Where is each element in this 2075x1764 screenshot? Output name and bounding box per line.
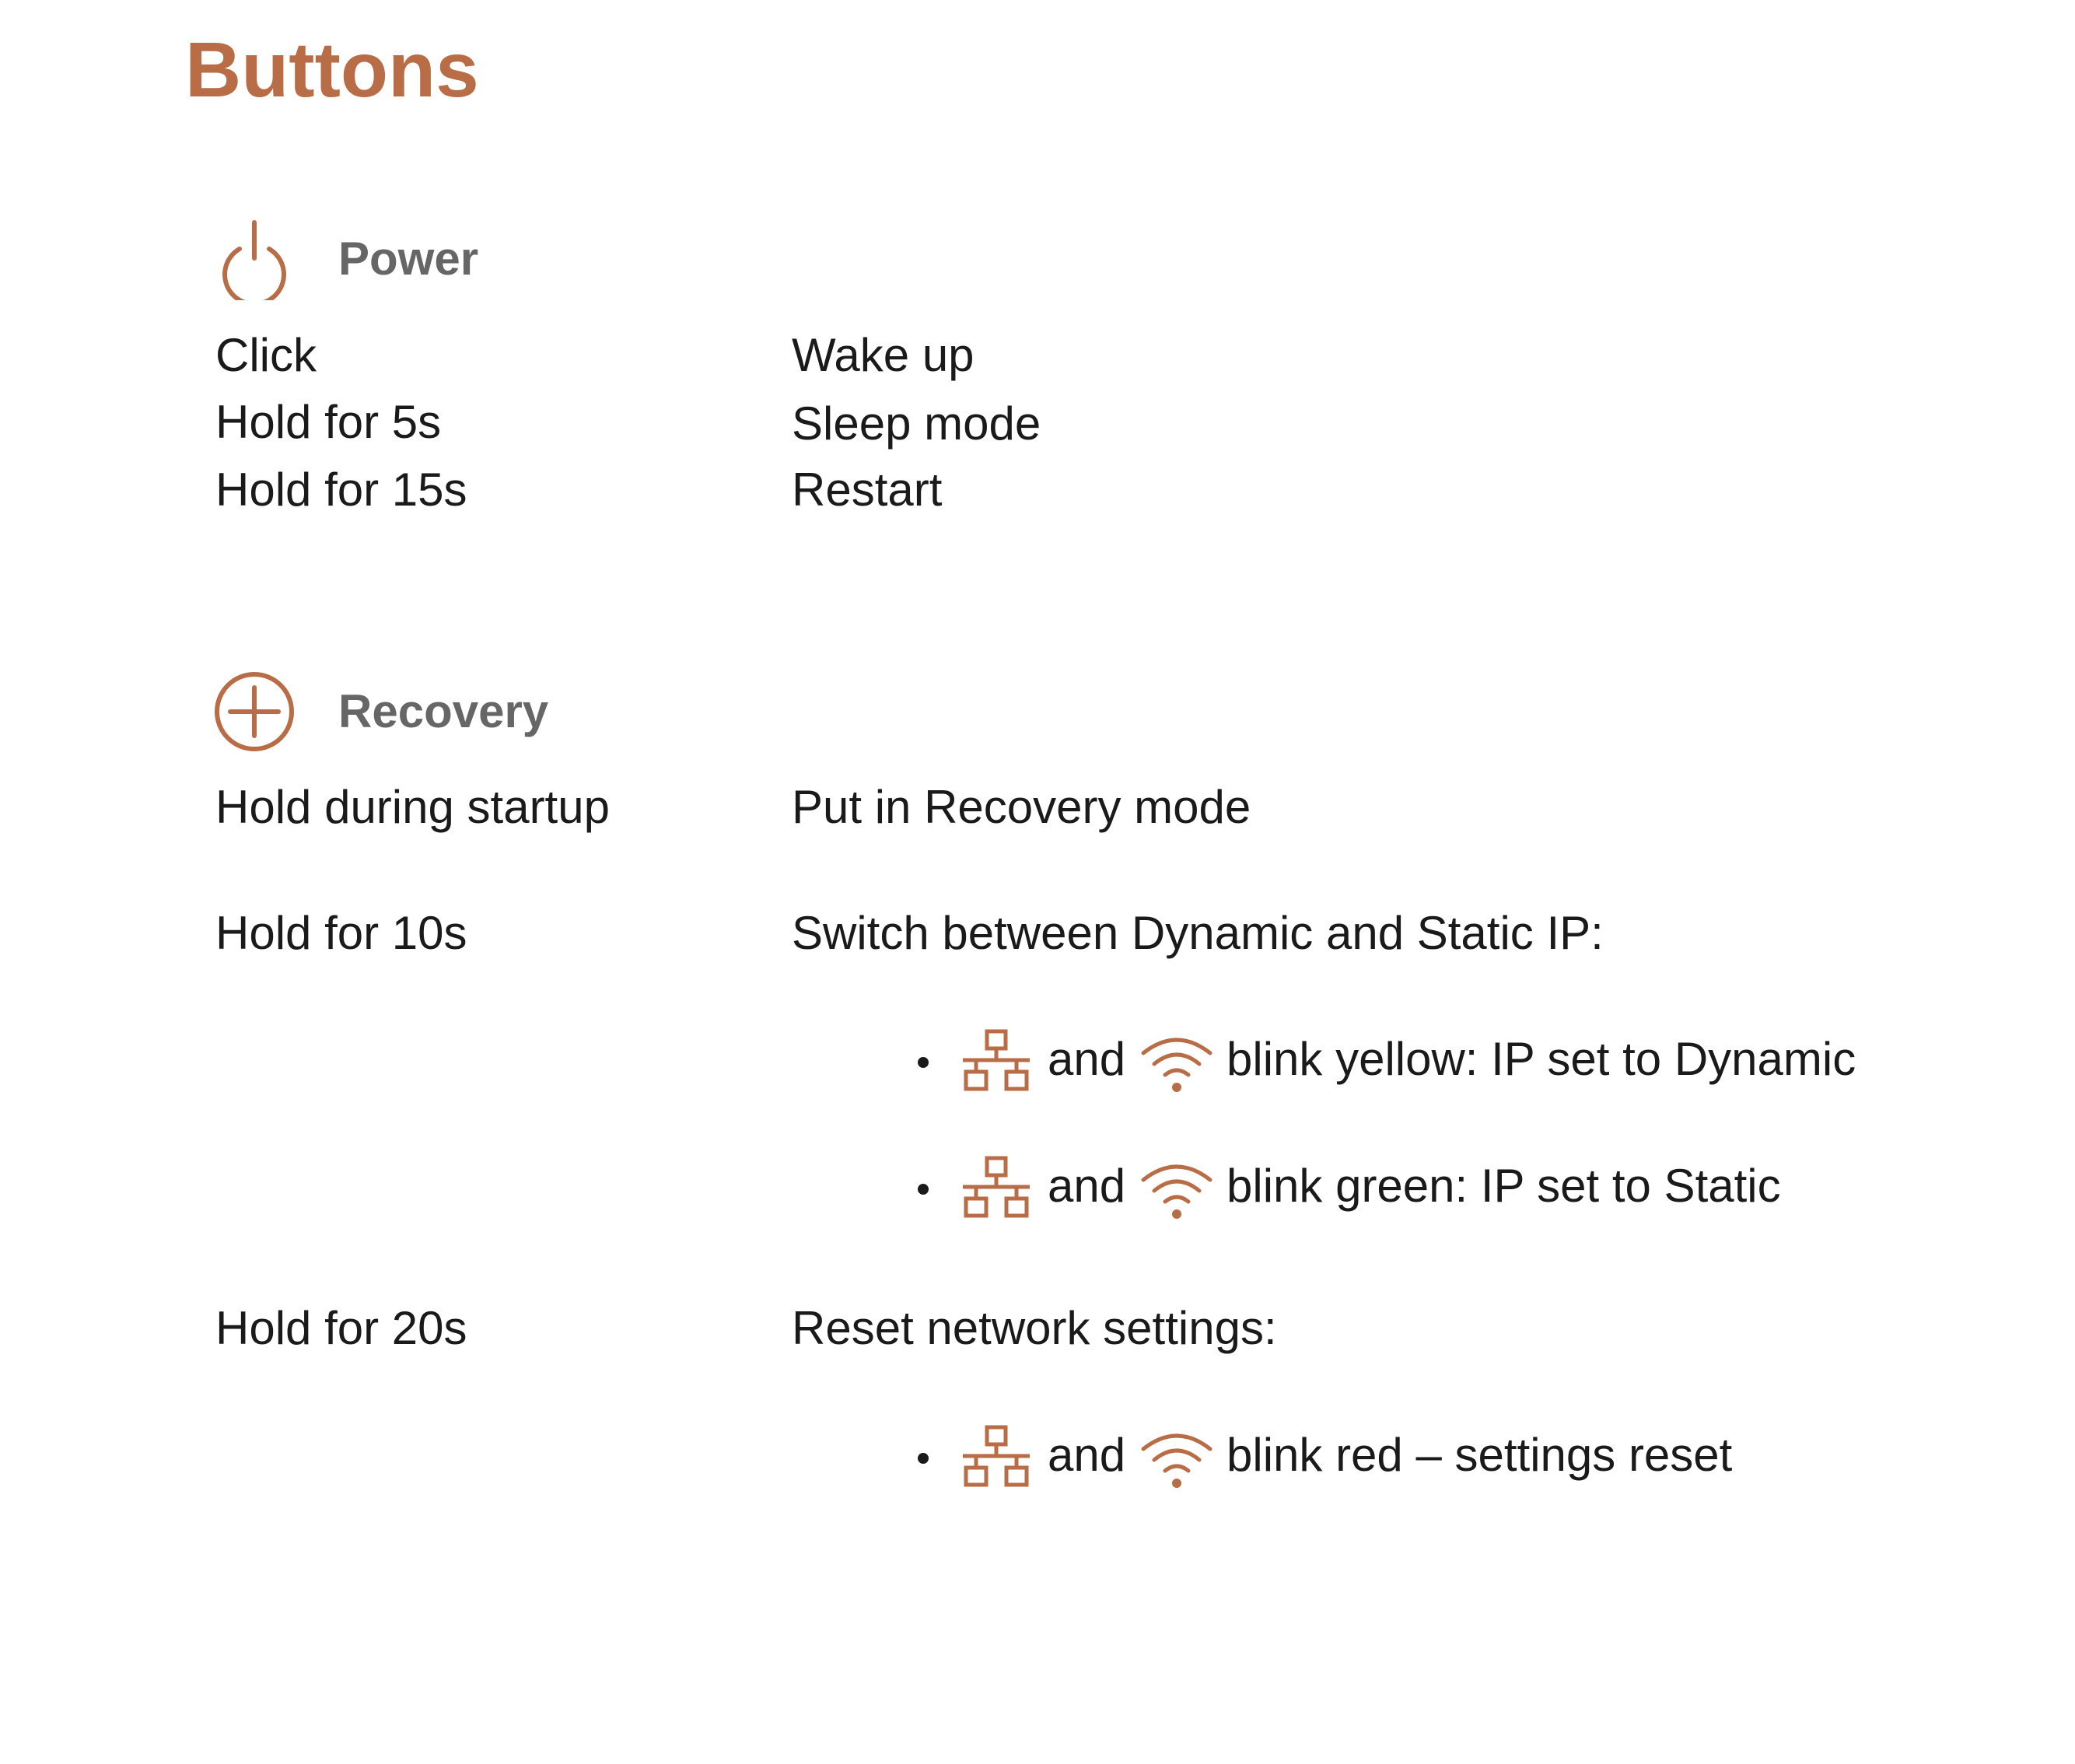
power-result-2: Sleep mode [792,397,1041,450]
bullet-text: blink red – settings reset [1226,1429,1733,1481]
power-icon [219,219,289,300]
recovery-result-2: Switch between Dynamic and Static IP: [792,907,1604,959]
bullet-text: blink yellow: IP set to Dynamic [1226,1033,1856,1085]
page-title: Buttons [185,26,479,114]
wifi-icon [1140,1430,1213,1489]
power-action-3: Hold for 15s [215,464,467,516]
bullet-joiner: and [1048,1429,1126,1481]
bullet-dot [918,1453,929,1464]
power-action-2: Hold for 5s [215,396,442,448]
recovery-action-3: Hold for 20s [215,1302,467,1354]
recovery-action-1: Hold during startup [215,781,610,833]
network-icon [963,1029,1030,1091]
bullet-dot [918,1057,929,1068]
bullet-text: blink green: IP set to Static [1226,1160,1781,1212]
network-icon [963,1156,1030,1218]
bullet-joiner: and [1048,1160,1126,1212]
recovery-action-2: Hold for 10s [215,907,467,959]
recovery-section-title: Recovery [338,685,549,737]
network-icon [963,1425,1030,1487]
plus-circle-icon [213,670,296,753]
bullet-dot [918,1184,929,1195]
power-action-1: Click [215,329,317,381]
power-result-3: Restart [792,464,943,516]
bullet-joiner: and [1048,1033,1126,1085]
recovery-result-3: Reset network settings: [792,1302,1277,1354]
power-section-title: Power [338,233,479,285]
wifi-icon [1140,1161,1213,1220]
power-result-1: Wake up [792,329,975,381]
recovery-result-1: Put in Recovery mode [792,781,1251,833]
wifi-icon [1140,1034,1213,1094]
